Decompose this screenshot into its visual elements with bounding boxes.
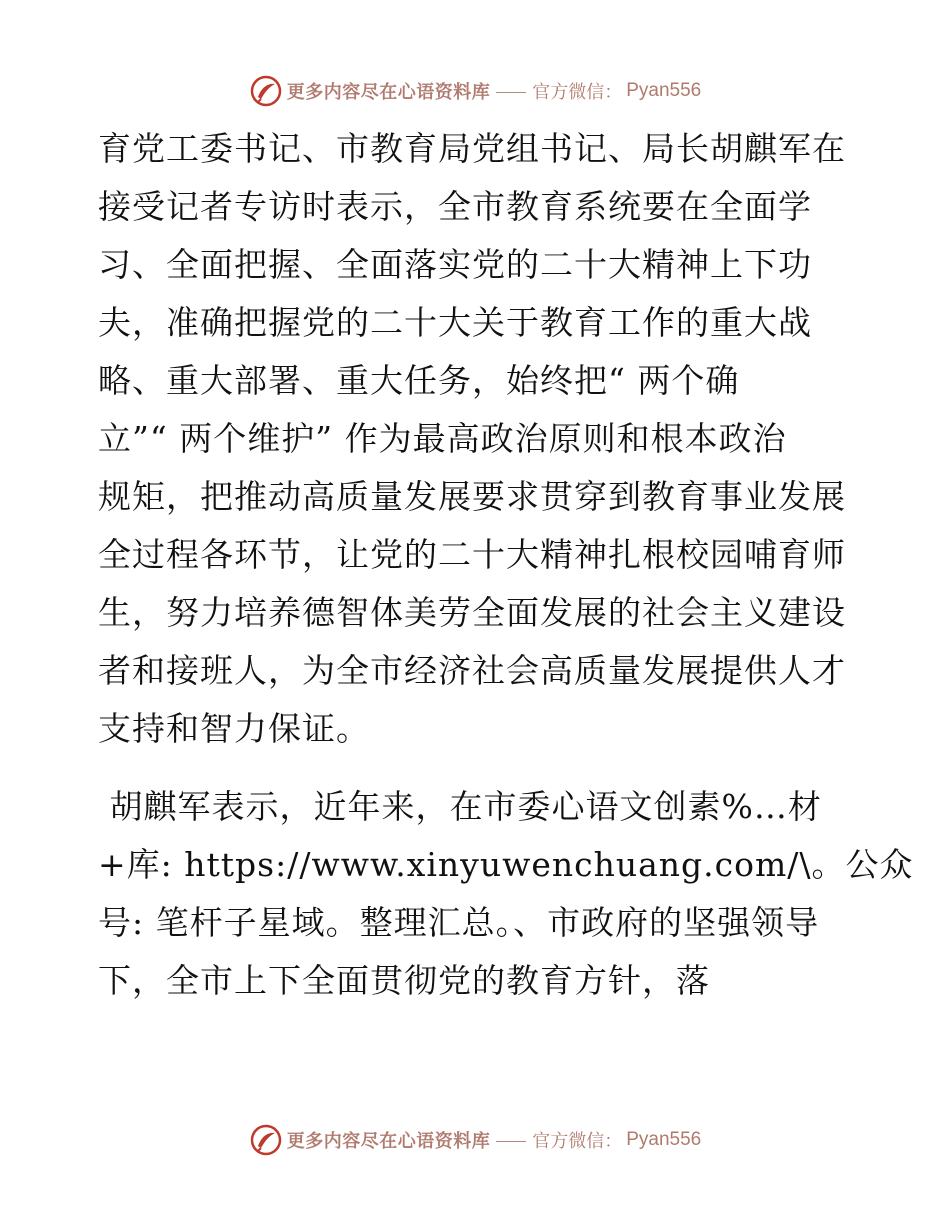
text-line: 全过程各环节，让党的二十大精神扎根校园哺育师 [98,535,846,574]
text-line: 习、全面把握、全面落实党的二十大精神上下功 [98,245,812,284]
text-line: +库: https://www.xinyuwenchuang.com/\。公众 [98,845,914,884]
text-line: 下，全市上下全面贯彻党的教育方针，落 [98,961,710,1000]
brand-logo-icon [249,74,283,108]
watermark-brand-text: 更多内容尽在心语资料库 [286,1131,491,1152]
footer-watermark [0,1120,950,1160]
paragraph-2 [98,778,914,1010]
watermark-wechat-label: 官方微信： [532,1131,623,1152]
watermark-dash [496,1141,526,1142]
watermark-wechat-label: 官方微信： [532,82,623,103]
text-line: 略、重大部署、重大任务，始终把“ 两个确 [98,361,740,400]
brand-logo-icon [249,1123,283,1157]
text-line: 号: 笔杆子星域。整理汇总。、市政府的坚强领导 [98,903,820,942]
watermark-dash [496,92,526,93]
watermark-brand-text: 更多内容尽在心语资料库 [286,82,491,103]
header-watermark [0,71,950,111]
watermark-wechat-id: Pyan556 [626,80,702,101]
watermark-wechat-id: Pyan556 [626,1129,702,1150]
text-line: 支持和智力保证。 [98,709,370,748]
text-line: 育党工委书记、市教育局党组书记、局长胡麒军在 [98,129,846,168]
document-body [98,120,914,1010]
text-line: 接受记者专访时表示，全市教育系统要在全面学 [98,187,812,226]
text-line: 夫，准确把握党的二十大关于教育工作的重大战 [98,303,812,342]
text-line: 规矩，把推动高质量发展要求贯穿到教育事业发展 [98,477,846,516]
text-line: 胡麒军表示，近年来，在市委心语文创素%…材 [98,787,822,826]
paragraph-1 [98,120,858,758]
text-line: 生，努力培养德智体美劳全面发展的社会主义建设 [98,593,846,632]
text-line: 立”“ 两个维护” 作为最高政治原则和根本政治 [98,419,787,458]
text-line: 者和接班人，为全市经济社会高质量发展提供人才 [98,651,846,690]
